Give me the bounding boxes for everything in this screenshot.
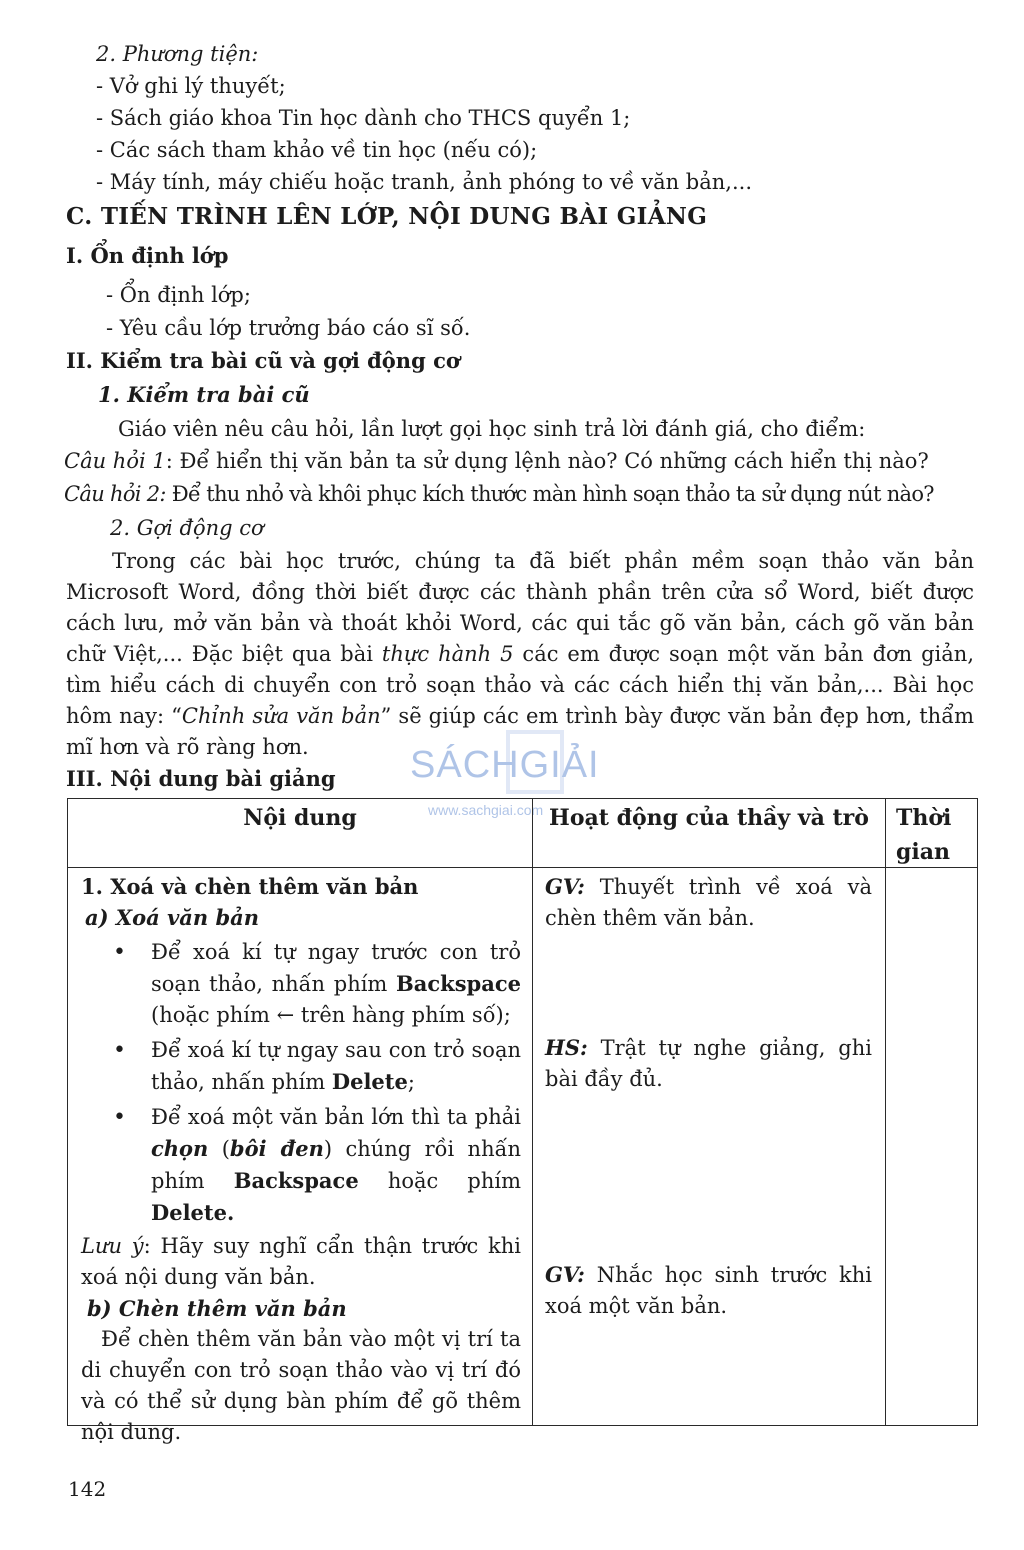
bullet-emph: chọn — [151, 1136, 209, 1161]
section-c-title: C. TIẾN TRÌNH LÊN LỚP, NỘI DUNG BÀI GIẢNG — [66, 203, 708, 230]
bullet-text: ; — [407, 1070, 415, 1094]
question-2-label: Câu hỏi 2: — [64, 482, 166, 506]
bullet-emph: bôi đen — [229, 1136, 324, 1161]
activity-entry — [545, 871, 872, 934]
header-time: Thời gian — [896, 805, 952, 865]
content-title: 1. Xoá và chèn thêm văn bản — [81, 874, 419, 899]
bullet-item — [81, 937, 521, 1031]
bullet-text: Để xoá kí tự ngay trước con trỏ soạn thảo, nhấn phím — [151, 940, 521, 996]
header-content: Nội dung — [243, 805, 357, 831]
means-item: - Máy tính, máy chiếu hoặc tranh, ảnh phóng to về văn bản,... — [96, 170, 752, 194]
content-sub-b: b) Chèn thêm văn bản — [87, 1296, 347, 1321]
note-text: : Hãy suy nghĩ cẩn thận trước khi xoá nội dung văn bản. — [81, 1234, 521, 1289]
section-iii-title: III. Nội dung bài giảng — [66, 766, 336, 791]
question-2 — [64, 480, 934, 508]
activity-role: HS: — [545, 1035, 588, 1060]
column-divider — [532, 799, 533, 1425]
question-1-label: Câu hỏi 1 — [64, 449, 166, 473]
means-item: - Sách giáo khoa Tin học dành cho THCS quyển 1; — [96, 106, 631, 130]
question-2-text: Để thu nhỏ và khôi phục kích thước màn hình soạn thảo ta sử dụng nút nào? — [165, 482, 934, 506]
bullet-item — [81, 1102, 521, 1229]
note — [81, 1231, 521, 1293]
watermark-text: SÁCHGIẢI — [410, 744, 600, 786]
note-label: Lưu ý — [81, 1234, 144, 1258]
column-divider — [885, 799, 886, 1425]
motivation-text-c: ” sẽ giúp các em trình bày được văn bản đẹp hơn, thẩm mĩ hơn và rõ ràng hơn. — [66, 704, 974, 759]
motivation-text-a: Trong các bài học trước, chúng ta đã biết phần mềm soạn thảo văn bản Microsoft Word, đồng thời biết được các thành phần trên cửa sổ Word, biết được cách lưu, mở văn bản và thoát khỏi Word, các qui tắc gõ văn bản, cách gõ văn bản chữ Việt,... Đặc biệt qua bài — [66, 549, 974, 666]
bullet-text: ( — [208, 1137, 230, 1161]
section-i-item: - Yêu cầu lớp trưởng báo cáo sĩ số. — [106, 316, 471, 340]
motivation-text-b: các em được soạn một văn bản đơn giản, tìm hiểu cách di chuyển con trỏ soạn thảo và các cách hiển thị văn bản,... Bài học hôm nay: “ — [66, 642, 974, 728]
bullet-text: ) chúng rồi nhấn phím — [151, 1137, 521, 1193]
section-ii-sub1: 1. Kiểm tra bài cũ — [98, 382, 310, 407]
motivation-italic-2: Chỉnh sửa văn bản — [181, 704, 381, 728]
header-divider — [68, 867, 977, 868]
content-sub-a: a) Xoá văn bản — [85, 905, 260, 930]
bullet-text: hoặc phím — [358, 1169, 521, 1193]
activity-entry — [545, 1032, 872, 1095]
key-delete: Delete. — [151, 1200, 235, 1225]
motivation-italic-1: thực hành 5 — [381, 642, 514, 666]
bullet-item — [81, 1035, 521, 1098]
means-item: - Các sách tham khảo về tin học (nếu có); — [96, 138, 538, 162]
check-intro: Giáo viên nêu câu hỏi, lần lượt gọi học sinh trả lời đánh giá, cho điểm: — [118, 417, 866, 441]
section-i-title: I. Ổn định lớp — [66, 243, 229, 268]
key-backspace: Backspace — [396, 971, 521, 996]
section-ii-sub2: 2. Gợi động cơ — [110, 516, 264, 540]
bullet-text: Để xoá một văn bản lớn thì ta phải — [151, 1105, 521, 1129]
page-number: 142 — [68, 1477, 107, 1501]
means-item: - Vở ghi lý thuyết; — [96, 74, 286, 98]
insert-text: Để chèn thêm văn bản vào một vị trí ta di chuyển con trỏ soạn thảo vào vị trí đó và có thể sử dụng bàn phím để gõ thêm nội dung. — [81, 1327, 521, 1444]
bullet-text: (hoặc phím ← trên hàng phím số); — [151, 1003, 511, 1027]
bullet-text: Để xoá kí tự ngay sau con trỏ soạn thảo, nhấn phím — [151, 1038, 521, 1094]
question-1 — [64, 447, 929, 475]
activity-role: GV: — [545, 1262, 585, 1287]
question-1-text: : Để hiển thị văn bản ta sử dụng lệnh nào? Có những cách hiển thị nào? — [165, 449, 929, 473]
lesson-table — [67, 798, 978, 1444]
activity-text: Trật tự nghe giảng, ghi bài đầy đủ. — [545, 1036, 872, 1091]
key-backspace: Backspace — [233, 1168, 359, 1193]
section-ii-title: II. Kiểm tra bài cũ và gợi động cơ — [66, 348, 460, 373]
key-delete: Delete — [331, 1069, 408, 1094]
activity-text: Thuyết trình về xoá và chèn thêm văn bản. — [545, 875, 872, 930]
watermark-url: www.sachgiai.com — [428, 802, 544, 818]
header-activity: Hoạt động của thầy và trò — [549, 805, 869, 831]
activity-entry — [545, 1259, 872, 1322]
section-i-item: - Ổn định lớp; — [106, 283, 251, 307]
means-heading: 2. Phương tiện: — [96, 42, 259, 66]
activity-text: Nhắc học sinh trước khi xoá một văn bản. — [545, 1263, 872, 1318]
activity-role: GV: — [545, 874, 585, 899]
content-cell — [81, 871, 521, 1448]
